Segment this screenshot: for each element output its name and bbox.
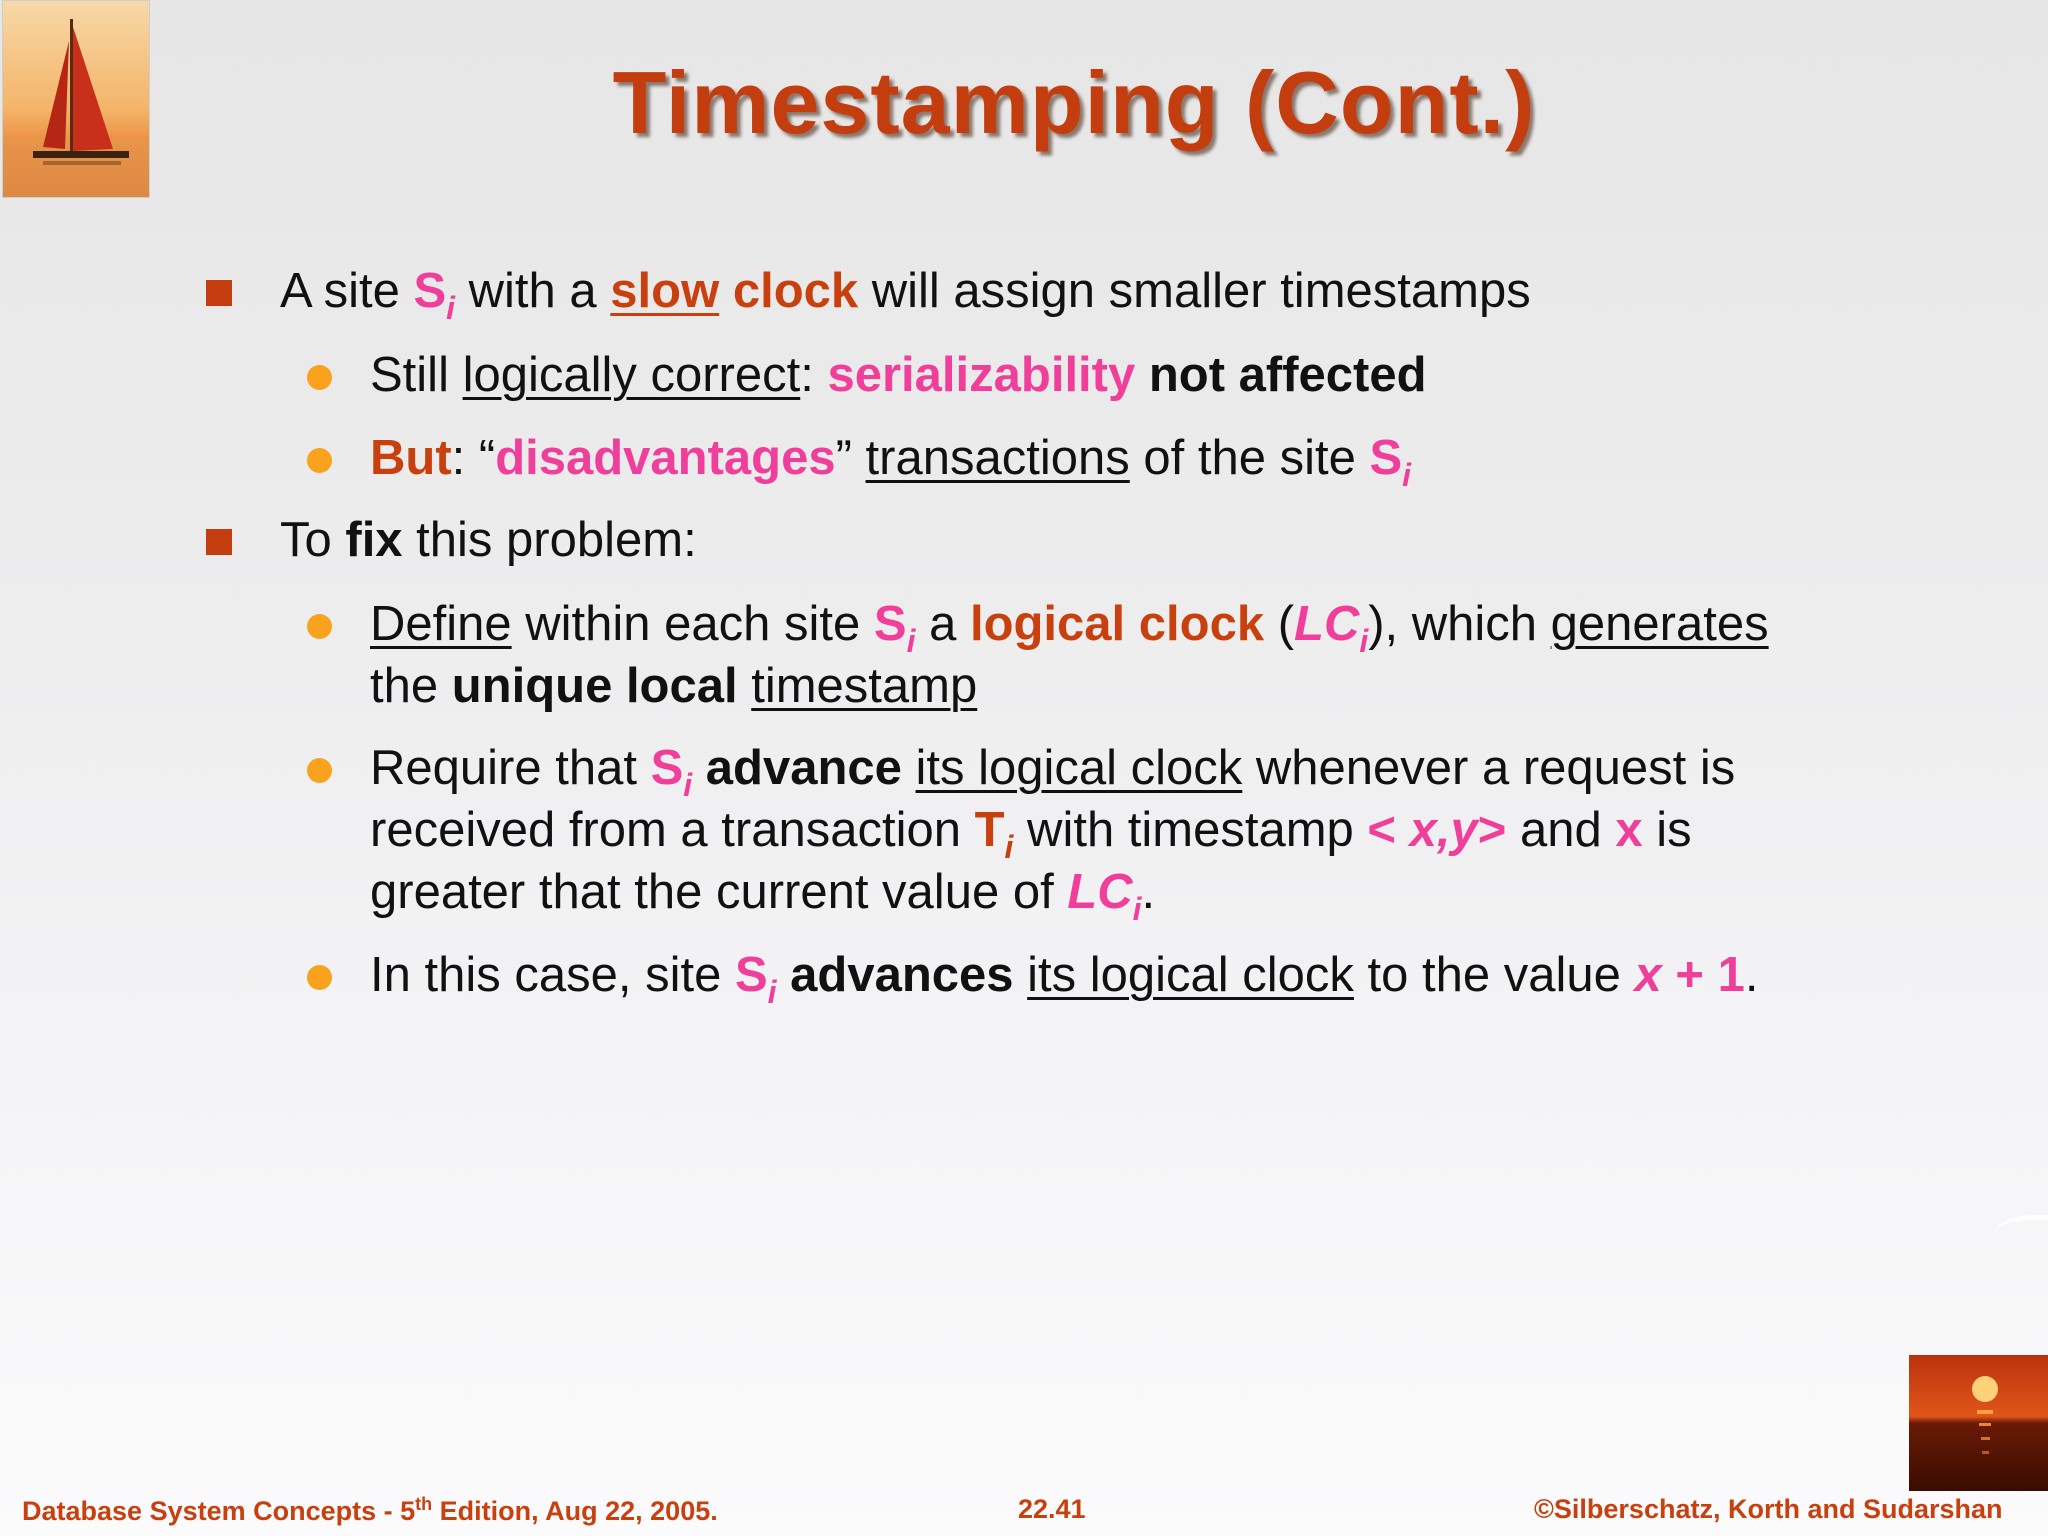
- text: with a: [455, 264, 611, 318]
- site-symbol: [873, 597, 916, 659]
- underlined-text: logically correct: [462, 348, 801, 402]
- bullet-disadvantages: [370, 427, 1411, 506]
- square-bullet-icon: [206, 529, 232, 555]
- underlined-text: generates: [1550, 597, 1769, 651]
- sunset-logo: [1909, 1355, 2048, 1491]
- emphasis-but: But: [370, 431, 452, 485]
- bracket: <: [1367, 803, 1410, 857]
- bold-text: advance: [705, 741, 902, 795]
- emphasis-disadvantages: disadvantages: [495, 431, 836, 485]
- text: ”: [835, 431, 866, 485]
- text: Require that: [370, 741, 651, 795]
- text: : “: [451, 431, 496, 485]
- footer-superscript: th: [415, 1494, 433, 1514]
- text: [692, 741, 706, 795]
- text: greater that the current value of: [370, 865, 1068, 919]
- symbol-letter: LC: [1067, 865, 1133, 919]
- footer-copyright: ©Silberschatz, Korth and Sudarshan: [1534, 1494, 2003, 1524]
- text: is: [1642, 803, 1692, 857]
- text: will assign smaller timestamps: [858, 264, 1531, 318]
- timestamp-pair: [1367, 803, 1506, 857]
- bullet-require-advance-line3: [370, 861, 1155, 940]
- underlined-text: transactions: [865, 431, 1130, 485]
- symbol-letter: T: [974, 803, 1005, 857]
- emphasis-slow: slow: [610, 264, 720, 318]
- bold-text: fix: [345, 513, 403, 567]
- site-symbol: [650, 741, 693, 803]
- text: [777, 948, 791, 1002]
- underlined-text: its logical clock: [915, 741, 1243, 795]
- subscript: i: [767, 974, 777, 1010]
- bold-text: not affected: [1148, 348, 1427, 402]
- text: with timestamp: [1013, 803, 1368, 857]
- bold-text: unique local: [451, 659, 738, 713]
- footer-slide-number: 22.41: [1018, 1494, 1086, 1524]
- text: .: [1744, 948, 1759, 1002]
- lc-symbol: [1294, 597, 1369, 659]
- text: [719, 264, 733, 318]
- emphasis-clock: clock: [732, 264, 859, 318]
- bracket: >: [1477, 803, 1507, 857]
- text: To: [280, 513, 346, 567]
- emphasis-logical-clock: logical clock: [969, 597, 1265, 651]
- text: within each site: [511, 597, 874, 651]
- text: ), which: [1368, 597, 1551, 651]
- symbol-letter: S: [650, 741, 684, 795]
- bullet-slow-clock: [280, 260, 1531, 339]
- footer-text: Edition, Aug 22, 2005.: [432, 1496, 718, 1526]
- subscript: i: [1402, 457, 1412, 493]
- bullet-define-logical-clock-line2: [370, 655, 977, 717]
- underlined-text: its logical clock: [1027, 948, 1354, 1002]
- text: In this case, site: [370, 948, 735, 1002]
- footer-text: Database System Concepts - 5: [22, 1496, 416, 1526]
- text: A site: [280, 264, 414, 318]
- xy-values: x,y: [1409, 803, 1478, 857]
- text: (: [1264, 597, 1295, 651]
- site-symbol: [413, 264, 456, 326]
- text: a: [915, 597, 970, 651]
- subscript: i: [446, 290, 456, 326]
- bullet-logically-correct: [370, 344, 1427, 406]
- dot-bullet-icon: [307, 758, 332, 783]
- transaction-symbol: [974, 803, 1014, 865]
- text: [738, 659, 752, 713]
- symbol-letter: S: [873, 597, 907, 651]
- text: whenever a request is: [1242, 741, 1736, 795]
- subscript: i: [1359, 623, 1369, 659]
- symbol-letter: S: [413, 264, 447, 318]
- symbol-letter: S: [734, 948, 768, 1002]
- site-symbol: [1369, 431, 1412, 493]
- square-bullet-icon: [206, 280, 232, 306]
- bullet-advances-clock: [370, 944, 1759, 1023]
- text: received from a transaction: [370, 803, 975, 857]
- bullet-fix-problem: [280, 509, 697, 571]
- text: .: [1141, 865, 1156, 919]
- bold-text: advances: [790, 948, 1014, 1002]
- dot-bullet-icon: [307, 365, 332, 390]
- text: Still: [370, 348, 463, 402]
- text: of the site: [1129, 431, 1370, 485]
- slide-title: Timestamping (Cont.): [612, 53, 1536, 152]
- subscript: i: [1132, 891, 1142, 927]
- plus-one: + 1: [1661, 948, 1745, 1002]
- decorative-swoosh: [1995, 1215, 2048, 1250]
- site-symbol: [734, 948, 777, 1010]
- text: :: [800, 348, 828, 402]
- footer-book-title: [22, 1494, 718, 1527]
- text: [1014, 948, 1028, 1002]
- text: this problem:: [402, 513, 697, 567]
- sunset-image: [1909, 1355, 2048, 1491]
- lc-symbol: [1067, 865, 1142, 927]
- x-symbol: x: [1615, 803, 1643, 857]
- emphasis-serializability: serializability: [827, 348, 1136, 402]
- text: the: [370, 659, 452, 713]
- dot-bullet-icon: [307, 448, 332, 473]
- underlined-text: Define: [370, 597, 512, 651]
- underlined-text: timestamp: [751, 659, 978, 713]
- subscript: i: [906, 623, 916, 659]
- symbol-letter: LC: [1294, 597, 1360, 651]
- text: to the value: [1353, 948, 1635, 1002]
- symbol-letter: S: [1369, 431, 1403, 485]
- dot-bullet-icon: [307, 965, 332, 990]
- text: and: [1506, 803, 1616, 857]
- subscript: i: [683, 767, 693, 803]
- text: [1135, 348, 1149, 402]
- text: [902, 741, 916, 795]
- dot-bullet-icon: [307, 614, 332, 639]
- subscript: i: [1004, 829, 1014, 865]
- x-symbol: x: [1634, 948, 1662, 1002]
